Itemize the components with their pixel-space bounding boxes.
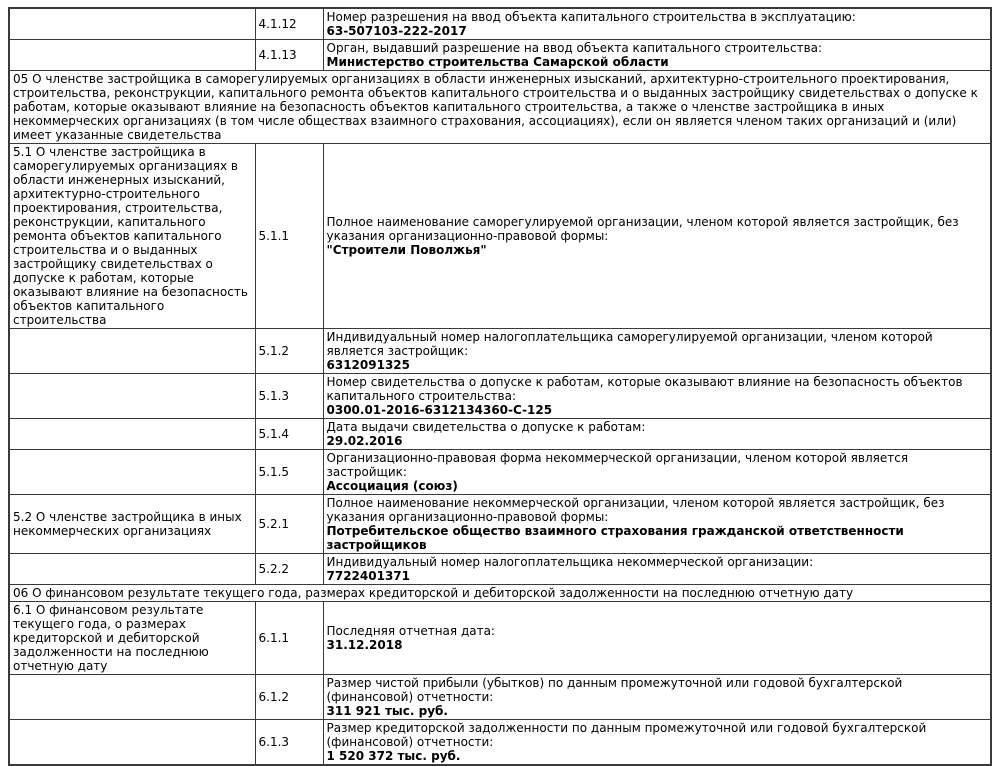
- row-code: 5.2.2: [255, 554, 323, 585]
- row-code: 5.1.2: [255, 329, 323, 374]
- field-label: Полное наименование саморегулируемой организации, членом которой является застройщик, без указания организационно-правовой формы:: [326, 215, 959, 243]
- row-code: 5.2.1: [255, 495, 323, 554]
- row-content: [323, 675, 991, 720]
- field-value: 1 520 372 тыс. руб.: [326, 749, 461, 763]
- row-content: [323, 602, 991, 675]
- row-code: 5.1.1: [255, 144, 323, 329]
- row-code: 4.1.13: [255, 40, 323, 71]
- field-value: 63-507103-222-2017: [326, 24, 467, 38]
- field-label: Размер чистой прибыли (убытков) по данным промежуточной или годовой бухгалтерской (финансовой) отчетности:: [326, 676, 903, 704]
- row-code: 5.1.5: [255, 450, 323, 495]
- row-description: 6.1 О финансовом результате текущего года, о размерах кредиторской и дебиторской задолженности на последнюю отчетную дату: [9, 602, 255, 675]
- field-label: Орган, выдавший разрешение на ввод объекта капитального строительства:: [326, 41, 823, 55]
- row-code: 5.1.3: [255, 374, 323, 419]
- row-content: [323, 720, 991, 766]
- table-row: [9, 554, 991, 585]
- field-label: Индивидуальный номер налогоплательщика саморегулируемой организации, членом которой является застройщик:: [326, 330, 933, 358]
- row-code: 6.1.1: [255, 602, 323, 675]
- field-label: Дата выдачи свидетельства о допуске к работам:: [326, 420, 646, 434]
- field-value: Потребительское общество взаимного страхования гражданской ответственности застройщиков: [326, 524, 904, 552]
- row-code: 6.1.2: [255, 675, 323, 720]
- field-label: Последняя отчетная дата:: [326, 624, 495, 638]
- table-row: [9, 40, 991, 71]
- row-code: 6.1.3: [255, 720, 323, 766]
- row-content: [323, 419, 991, 450]
- field-label: Полное наименование некоммерческой организации, членом которой является застройщик, без указания организационно-правовой формы:: [326, 496, 945, 524]
- field-label: Индивидуальный номер налогоплательщика некоммерческой организации:: [326, 555, 814, 569]
- row-description: [9, 329, 255, 374]
- row-description: [9, 450, 255, 495]
- row-content: [323, 144, 991, 329]
- declaration-document: [8, 7, 990, 766]
- row-content: [323, 8, 991, 40]
- table-row: [9, 602, 991, 675]
- table-row: [9, 419, 991, 450]
- field-value: Ассоциация (союз): [326, 479, 458, 493]
- row-code: 5.1.4: [255, 419, 323, 450]
- field-label: Организационно-правовая форма некоммерческой организации, членом которой является застройщик:: [326, 451, 909, 479]
- section-header-row: [9, 585, 991, 602]
- field-label: Номер свидетельства о допуске к работам, которые оказывают влияние на безопасность объектов капитального строительства:: [326, 375, 963, 403]
- field-value: "Строители Поволжья": [326, 243, 487, 257]
- row-description: [9, 374, 255, 419]
- row-content: [323, 40, 991, 71]
- row-description: [9, 40, 255, 71]
- row-description: [9, 419, 255, 450]
- table-row: [9, 374, 991, 419]
- field-label: Номер разрешения на ввод объекта капитального строительства в эксплуатацию:: [326, 10, 856, 24]
- row-content: [323, 374, 991, 419]
- declaration-table: [8, 7, 992, 766]
- row-content: [323, 495, 991, 554]
- field-value: 7722401371: [326, 569, 410, 583]
- field-value: 31.12.2018: [326, 638, 403, 652]
- row-content: [323, 450, 991, 495]
- section-header: 05 О членстве застройщика в саморегулируемых организациях в области инженерных изысканий, архитектурно-строительного проектирования, строительства, реконструкции, капитального ремонта объектов капитального строительства и о выданных застройщику свидетельствах о допуске к работам, которые оказывают влияние на безопасность объектов капитального строительства, а также о членстве застройщика в иных некоммерческих организациях (в том числе обществах взаимного страхования, ассоциациях), если он является членом таких организаций и (или) имеет указанные свидетельства: [9, 71, 991, 144]
- row-description: [9, 675, 255, 720]
- row-description: 5.1 О членстве застройщика в саморегулируемых организациях в области инженерных изысканий, архитектурно-строительного проектирования, строительства, реконструкции, капитального ремонта объектов капитального строительства и о выданных застройщику свидетельствах о допуске к работам, которые оказывают влияние на безопасность объектов капитального строительства: [9, 144, 255, 329]
- table-row: [9, 675, 991, 720]
- table-row: [9, 495, 991, 554]
- field-value: 311 921 тыс. руб.: [326, 704, 448, 718]
- section-header: 06 О финансовом результате текущего года, размерах кредиторской и дебиторской задолженности на последнюю отчетную дату: [9, 585, 991, 602]
- declaration-table-body: [9, 8, 991, 765]
- table-row: [9, 450, 991, 495]
- table-row: [9, 720, 991, 766]
- section-header-row: [9, 71, 991, 144]
- table-row: [9, 8, 991, 40]
- row-description: 5.2 О членстве застройщика в иных некоммерческих организациях: [9, 495, 255, 554]
- field-value: Министерство строительства Самарской области: [326, 55, 669, 69]
- field-label: Размер кредиторской задолженности по данным промежуточной или годовой бухгалтерской (финансовой) отчетности:: [326, 721, 927, 749]
- row-description: [9, 554, 255, 585]
- row-description: [9, 720, 255, 766]
- row-content: [323, 554, 991, 585]
- row-content: [323, 329, 991, 374]
- table-row: [9, 144, 991, 329]
- row-code: 4.1.12: [255, 8, 323, 40]
- field-value: 29.02.2016: [326, 434, 403, 448]
- field-value: 6312091325: [326, 358, 410, 372]
- field-value: 0300.01-2016-6312134360-C-125: [326, 403, 553, 417]
- row-description: [9, 8, 255, 40]
- table-row: [9, 329, 991, 374]
